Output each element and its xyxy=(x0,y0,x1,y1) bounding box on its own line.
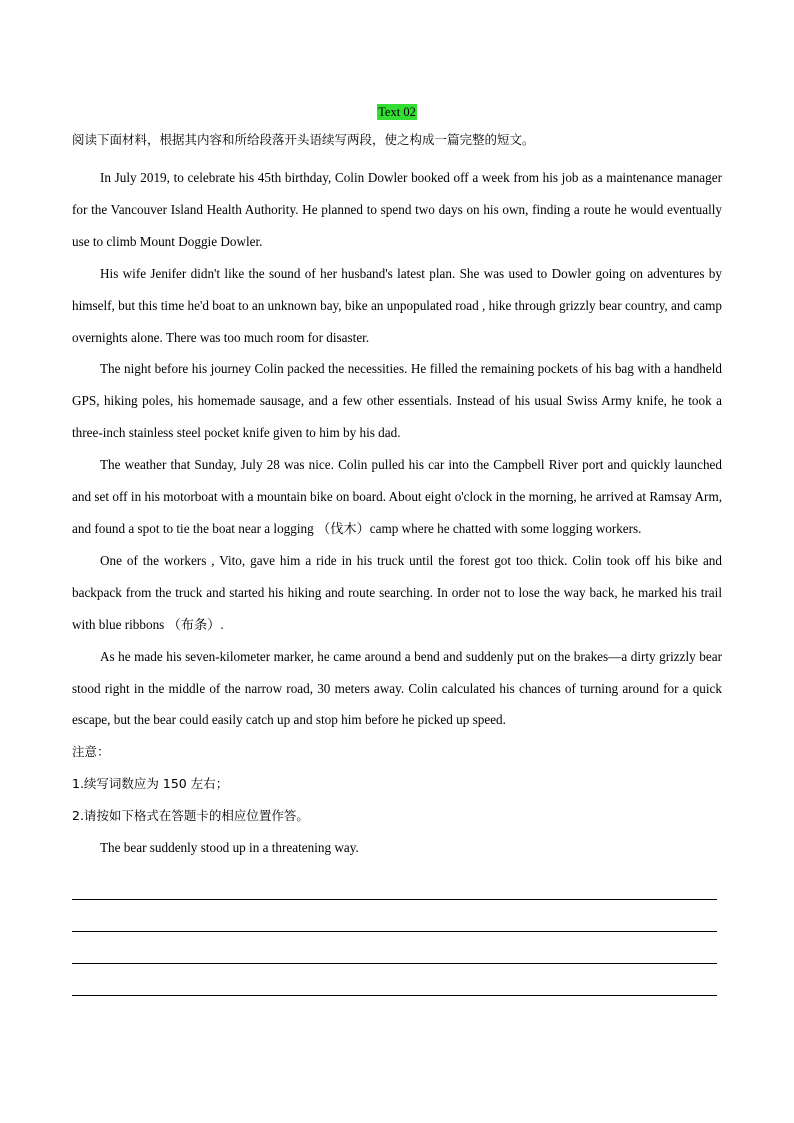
answer-lines xyxy=(72,868,717,996)
note-format: 2.请按如下格式在答题卡的相应位置作答。 xyxy=(72,808,309,824)
passage-paragraph-3: The night before his journey Colin packed the necessities. He filled the remaining pockets of his bag with a handheld GPS, hiking poles, his homemade sausage, and a few other essentials. Instead of his usual Swiss Army knife, he took a three-inch stainless steel pocket knife given to him by his dad. xyxy=(72,361,722,441)
answer-line[interactable] xyxy=(72,868,717,900)
passage-paragraph-1: In July 2019, to celebrate his 45th birthday, Colin Dowler booked off a week from his job as a maintenance manager for the Vancouver Island Health Authority. He planned to spend two days on his own, finding a route he would eventually use to climb Mount Doggie Dowler. xyxy=(72,170,722,249)
answer-line[interactable] xyxy=(72,964,717,996)
answer-line[interactable] xyxy=(72,900,717,932)
passage-paragraph-6: As he made his seven-kilometer marker, he came around a bend and suddenly put on the brakes—a dirty grizzly bear stood right in the middle of the narrow road, 30 meters away. Colin calculated his chances of turning around for a quick escape, but the bear could easily catch up and stop him before he picked up speed. xyxy=(72,648,722,728)
notes-heading: 注意： xyxy=(72,744,110,760)
continuation-starter: The bear suddenly stood up in a threatening way. xyxy=(100,840,359,856)
passage-paragraph-4: The weather that Sunday, July 28 was nice. Colin pulled his car into the Campbell River port and quickly launched and set off in his motorboat with a mountain bike on board. About eight o'clock in the morning, he arrived at Ramsay Arm, and found a spot to tie the boat near a logging （伐木）camp where he chatted with some logging workers. xyxy=(72,457,722,536)
task-instruction: 阅读下面材料，根据其内容和所给段落开头语续写两段，使之构成一篇完整的短文。 xyxy=(72,132,535,147)
passage-paragraph-2: His wife Jenifer didn't like the sound of her husband's latest plan. She was used to Dowler going on adventures by himself, but this time he'd boat to an unknown bay, bike an unpopulated road , hike through grizzly bear country, and camp overnights alone. There was too much room for disaster. xyxy=(72,265,722,345)
passage-paragraph-5: One of the workers , Vito, gave him a ride in his truck until the forest got too thick. Colin took off his bike and backpack from the truck and started his hiking and route searching. In order not to lose the way back, he marked his trail with blue ribbons （布条）. xyxy=(72,552,722,632)
note-word-count: 1.续写词数应为 150 左右； xyxy=(72,776,229,792)
answer-line[interactable] xyxy=(72,932,717,964)
passage xyxy=(72,162,722,736)
title-row xyxy=(72,100,722,124)
document-title: Text 02 xyxy=(378,105,416,119)
document-page xyxy=(72,100,722,996)
